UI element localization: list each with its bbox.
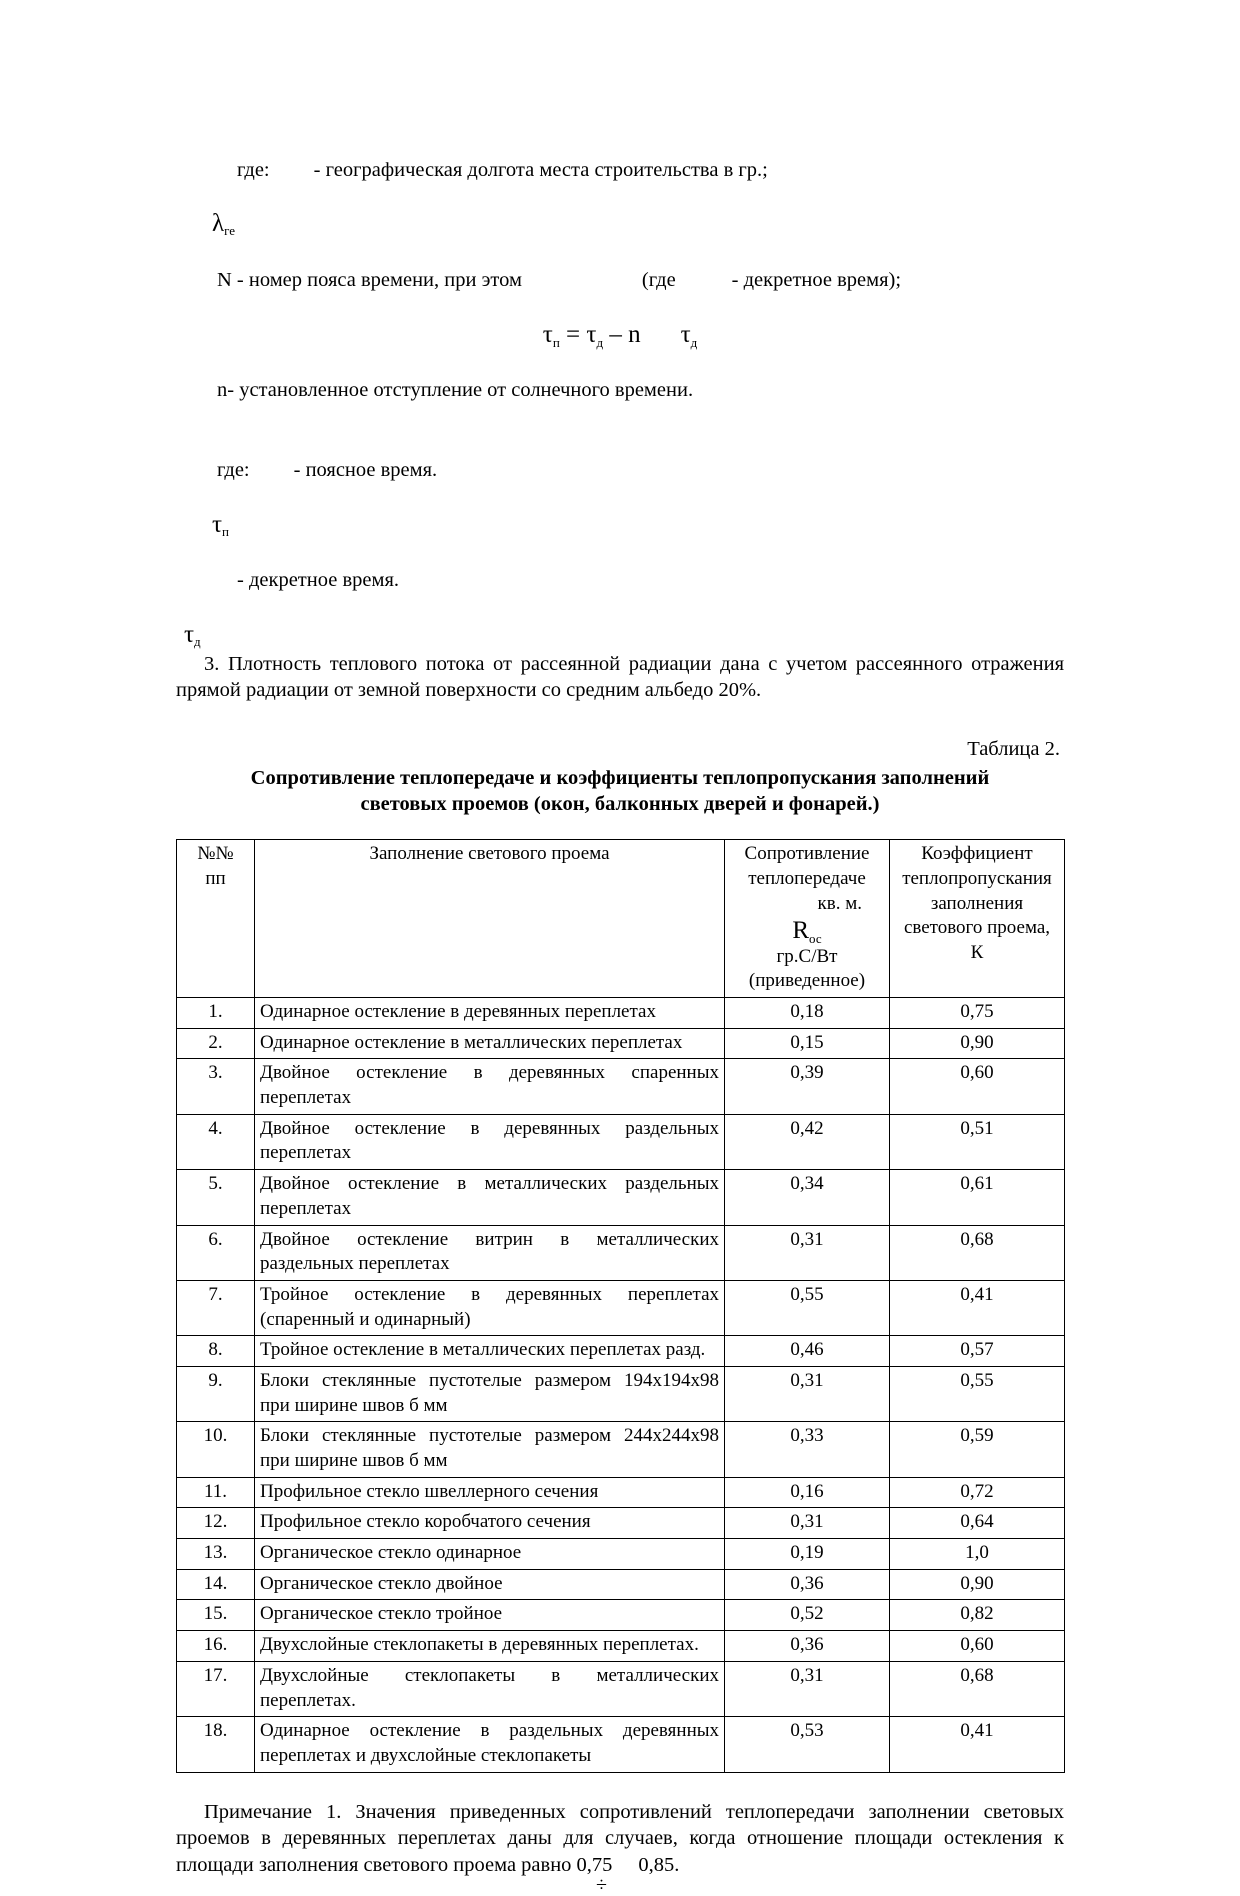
row-coefficient-value: 0,60 — [890, 1631, 1065, 1662]
row-coefficient-value: 0,64 — [890, 1508, 1065, 1539]
table-row — [177, 1477, 1065, 1508]
tau-p-subscript: п — [222, 523, 230, 539]
page-content — [176, 130, 1064, 1896]
decree-time-description: - декретное время); — [731, 268, 902, 291]
row-number: 9. — [177, 1366, 255, 1421]
intro-line-n-definition — [176, 351, 1064, 431]
row-description: Одинарное остекление в раздельных деревянных переплетах и двухслойные стеклопакеты — [255, 1717, 725, 1772]
row-coefficient-value: 0,41 — [890, 1717, 1065, 1772]
row-description: Двойное остекление в деревянных раздельных переплетах — [255, 1114, 725, 1169]
header-resistance-reduced: (приведенное) — [748, 970, 866, 992]
table-row — [177, 1114, 1065, 1169]
table-header-row — [177, 840, 1065, 998]
row-coefficient-value: 0,68 — [890, 1225, 1065, 1280]
row-number: 14. — [177, 1569, 255, 1600]
row-description: Двойное остекление в металлических раздельных переплетах — [255, 1170, 725, 1225]
header-coefficient-line4: светового проема, — [903, 917, 1051, 939]
header-number-line2: пп — [205, 868, 226, 890]
table-row — [177, 1059, 1065, 1114]
tau-d-subscript: д — [194, 633, 201, 649]
row-coefficient-value: 0,72 — [890, 1477, 1065, 1508]
table-number-label: Таблица 2. — [967, 737, 1060, 760]
table-body — [177, 998, 1065, 1773]
header-resistance-units-area: кв. м. — [817, 892, 862, 914]
table-row — [177, 1366, 1065, 1421]
lambda-description: - географическая долгота места строительства в гр.; — [313, 158, 768, 181]
r-glyph: R — [792, 917, 810, 945]
row-description: Двойное остекление витрин в металлических раздельных переплетах — [255, 1225, 725, 1280]
tau-p-glyph: τ — [212, 510, 223, 538]
header-resistance-line1: Сопротивление — [744, 843, 870, 865]
row-description: Блоки стеклянные пустотелые размером 244х244х98 при ширине швов б мм — [255, 1422, 725, 1477]
symbol-tau-p — [212, 511, 1064, 541]
formula-trailing-tau-sub: д — [690, 334, 698, 350]
header-number — [177, 840, 255, 998]
where-label-1: где: — [237, 158, 270, 181]
row-resistance-value: 0,31 — [725, 1661, 890, 1716]
row-coefficient-value: 1,0 — [890, 1539, 1065, 1570]
row-number: 18. — [177, 1717, 255, 1772]
tau-p-description: - поясное время. — [293, 459, 438, 482]
row-description: Профильное стекло коробчатого сечения — [255, 1508, 725, 1539]
row-resistance-value: 0,36 — [725, 1569, 890, 1600]
row-resistance-value: 0,39 — [725, 1059, 890, 1114]
row-coefficient-value: 0,61 — [890, 1170, 1065, 1225]
note-text-part-1: Примечание 1. Значения приведенных сопротивлений теплопередачи заполнении световых проемов в деревянных переплетах даны для случаев, когда отношение площади остекления к площади заполнения светового проема равно 0,75 — [176, 1800, 1064, 1876]
table-row — [177, 1422, 1065, 1477]
intro-line-tau-d-description — [176, 541, 1064, 621]
row-resistance-value: 0,53 — [725, 1717, 890, 1772]
note-paragraph — [176, 1799, 1064, 1896]
row-coefficient-value: 0,75 — [890, 998, 1065, 1029]
row-resistance-value: 0,33 — [725, 1422, 890, 1477]
paragraph-3: 3. Плотность теплового потока от рассеянной радиации дана с учетом рассеянного отражения прямой радиации от земной поверхности со средним альбедо 20%. — [176, 652, 1064, 702]
row-description: Органическое стекло одинарное — [255, 1539, 725, 1570]
row-resistance-value: 0,15 — [725, 1028, 890, 1059]
row-number: 13. — [177, 1539, 255, 1570]
row-coefficient-value: 0,60 — [890, 1059, 1065, 1114]
timezone-text: N - номер пояса времени, при этом — [217, 268, 522, 291]
header-number-line1: №№ — [197, 843, 234, 865]
formula-tau-d-sub: д — [596, 334, 604, 350]
row-number: 7. — [177, 1280, 255, 1335]
row-description: Двухслойные стеклопакеты в деревянных переплетах. — [255, 1631, 725, 1662]
row-number: 8. — [177, 1336, 255, 1367]
row-coefficient-value: 0,51 — [890, 1114, 1065, 1169]
row-number: 15. — [177, 1600, 255, 1631]
row-resistance-value: 0,42 — [725, 1114, 890, 1169]
formula-tau-p — [176, 320, 1064, 350]
header-description: Заполнение светового проема — [255, 840, 725, 998]
row-coefficient-value: 0,68 — [890, 1661, 1065, 1716]
row-number: 2. — [177, 1028, 255, 1059]
row-resistance-value: 0,36 — [725, 1631, 890, 1662]
table-row — [177, 1661, 1065, 1716]
table-row — [177, 1280, 1065, 1335]
intro-line-where-lambda — [176, 130, 1064, 210]
row-resistance-value: 0,31 — [725, 1508, 890, 1539]
header-coefficient-symbol: К — [970, 942, 984, 964]
row-number: 3. — [177, 1059, 255, 1114]
table-row — [177, 1569, 1065, 1600]
lambda-glyph: λ — [212, 209, 225, 237]
table-row — [177, 1028, 1065, 1059]
row-resistance-value: 0,16 — [725, 1477, 890, 1508]
header-coefficient — [890, 840, 1065, 998]
formula-equals: = — [559, 320, 587, 348]
header-resistance-line2: теплопередаче — [748, 868, 866, 890]
row-coefficient-value: 0,57 — [890, 1336, 1065, 1367]
row-coefficient-value: 0,41 — [890, 1280, 1065, 1335]
n-definition-text: n- установленное отступление от солнечного времени. — [217, 379, 694, 402]
row-number: 12. — [177, 1508, 255, 1539]
row-coefficient-value: 0,90 — [890, 1028, 1065, 1059]
resistance-table — [176, 839, 1065, 1772]
table-row — [177, 1539, 1065, 1570]
tau-d-description: - декретное время. — [237, 569, 399, 592]
parenthetical-where: (где — [641, 268, 676, 291]
row-coefficient-value: 0,55 — [890, 1366, 1065, 1421]
row-resistance-value: 0,34 — [725, 1170, 890, 1225]
row-resistance-value: 0,18 — [725, 998, 890, 1029]
symbol-tau-d — [184, 621, 1064, 651]
row-description: Органическое стекло двойное — [255, 1569, 725, 1600]
table-row — [177, 1631, 1065, 1662]
table-row — [177, 1717, 1065, 1772]
row-description: Двухслойные стеклопакеты в металлических переплетах. — [255, 1661, 725, 1716]
row-number: 5. — [177, 1170, 255, 1225]
formula-tau-p-glyph: τ — [542, 320, 553, 348]
header-coefficient-line1: Коэффициент — [921, 843, 1033, 865]
row-number: 1. — [177, 998, 255, 1029]
row-resistance-value: 0,19 — [725, 1539, 890, 1570]
table-title-line-2: световых проемов (окон, балконных дверей и фонарей.) — [360, 793, 880, 816]
row-resistance-value: 0,31 — [725, 1225, 890, 1280]
row-description: Двойное остекление в деревянных спаренных переплетах — [255, 1059, 725, 1114]
lambda-subscript: ге — [224, 222, 236, 238]
row-resistance-value: 0,46 — [725, 1336, 890, 1367]
row-coefficient-value: 0,90 — [890, 1569, 1065, 1600]
header-coefficient-line2: теплопропускания — [902, 868, 1052, 890]
table-row — [177, 998, 1065, 1029]
row-description: Органическое стекло тройное — [255, 1600, 725, 1631]
table-title — [176, 765, 1064, 817]
divide-icon: ÷ — [596, 1873, 607, 1896]
row-description: Тройное остекление в деревянных переплетах (спаренный и одинарный) — [255, 1280, 725, 1335]
r-subscript: ос — [809, 931, 822, 947]
row-number: 4. — [177, 1114, 255, 1169]
table-row — [177, 1336, 1065, 1367]
row-description: Одинарное остекление в металлических переплетах — [255, 1028, 725, 1059]
where-label-2: где: — [217, 459, 250, 482]
row-resistance-value: 0,55 — [725, 1280, 890, 1335]
formula-tau-p-sub: п — [552, 334, 560, 350]
table-row — [177, 1170, 1065, 1225]
table-row — [177, 1508, 1065, 1539]
row-description: Тройное остекление в металлических переплетах разд. — [255, 1336, 725, 1367]
header-resistance — [725, 840, 890, 998]
tau-d-glyph: τ — [184, 620, 195, 648]
row-number: 10. — [177, 1422, 255, 1477]
formula-trailing-tau: τ — [680, 320, 691, 348]
header-resistance-symbol — [730, 917, 884, 947]
row-description: Одинарное остекление в деревянных переплетах — [255, 998, 725, 1029]
header-coefficient-line3: заполнения — [930, 892, 1024, 914]
row-number: 11. — [177, 1477, 255, 1508]
header-resistance-units: гр.С/Вт — [776, 945, 838, 967]
note-text-part-2: 0,85. — [638, 1853, 680, 1876]
intro-block — [176, 130, 1064, 704]
row-description: Профильное стекло швеллерного сечения — [255, 1477, 725, 1508]
intro-line-where-tau-p — [176, 431, 1064, 511]
row-coefficient-value: 0,59 — [890, 1422, 1065, 1477]
row-number: 17. — [177, 1661, 255, 1716]
table-row — [177, 1225, 1065, 1280]
row-number: 16. — [177, 1631, 255, 1662]
row-description: Блоки стеклянные пустотелые размером 194х194х98 при ширине швов б мм — [255, 1366, 725, 1421]
row-number: 6. — [177, 1225, 255, 1280]
formula-tau-d-glyph: τ — [586, 320, 597, 348]
table-row — [177, 1600, 1065, 1631]
formula-minus-n: – n — [603, 320, 641, 348]
row-resistance-value: 0,52 — [725, 1600, 890, 1631]
intro-line-timezone — [176, 240, 1064, 320]
row-coefficient-value: 0,82 — [890, 1600, 1065, 1631]
row-resistance-value: 0,31 — [725, 1366, 890, 1421]
symbol-lambda-ge — [212, 210, 1064, 240]
table-title-line-1: Сопротивление теплопередаче и коэффициенты теплопропускания заполнений — [250, 766, 990, 789]
